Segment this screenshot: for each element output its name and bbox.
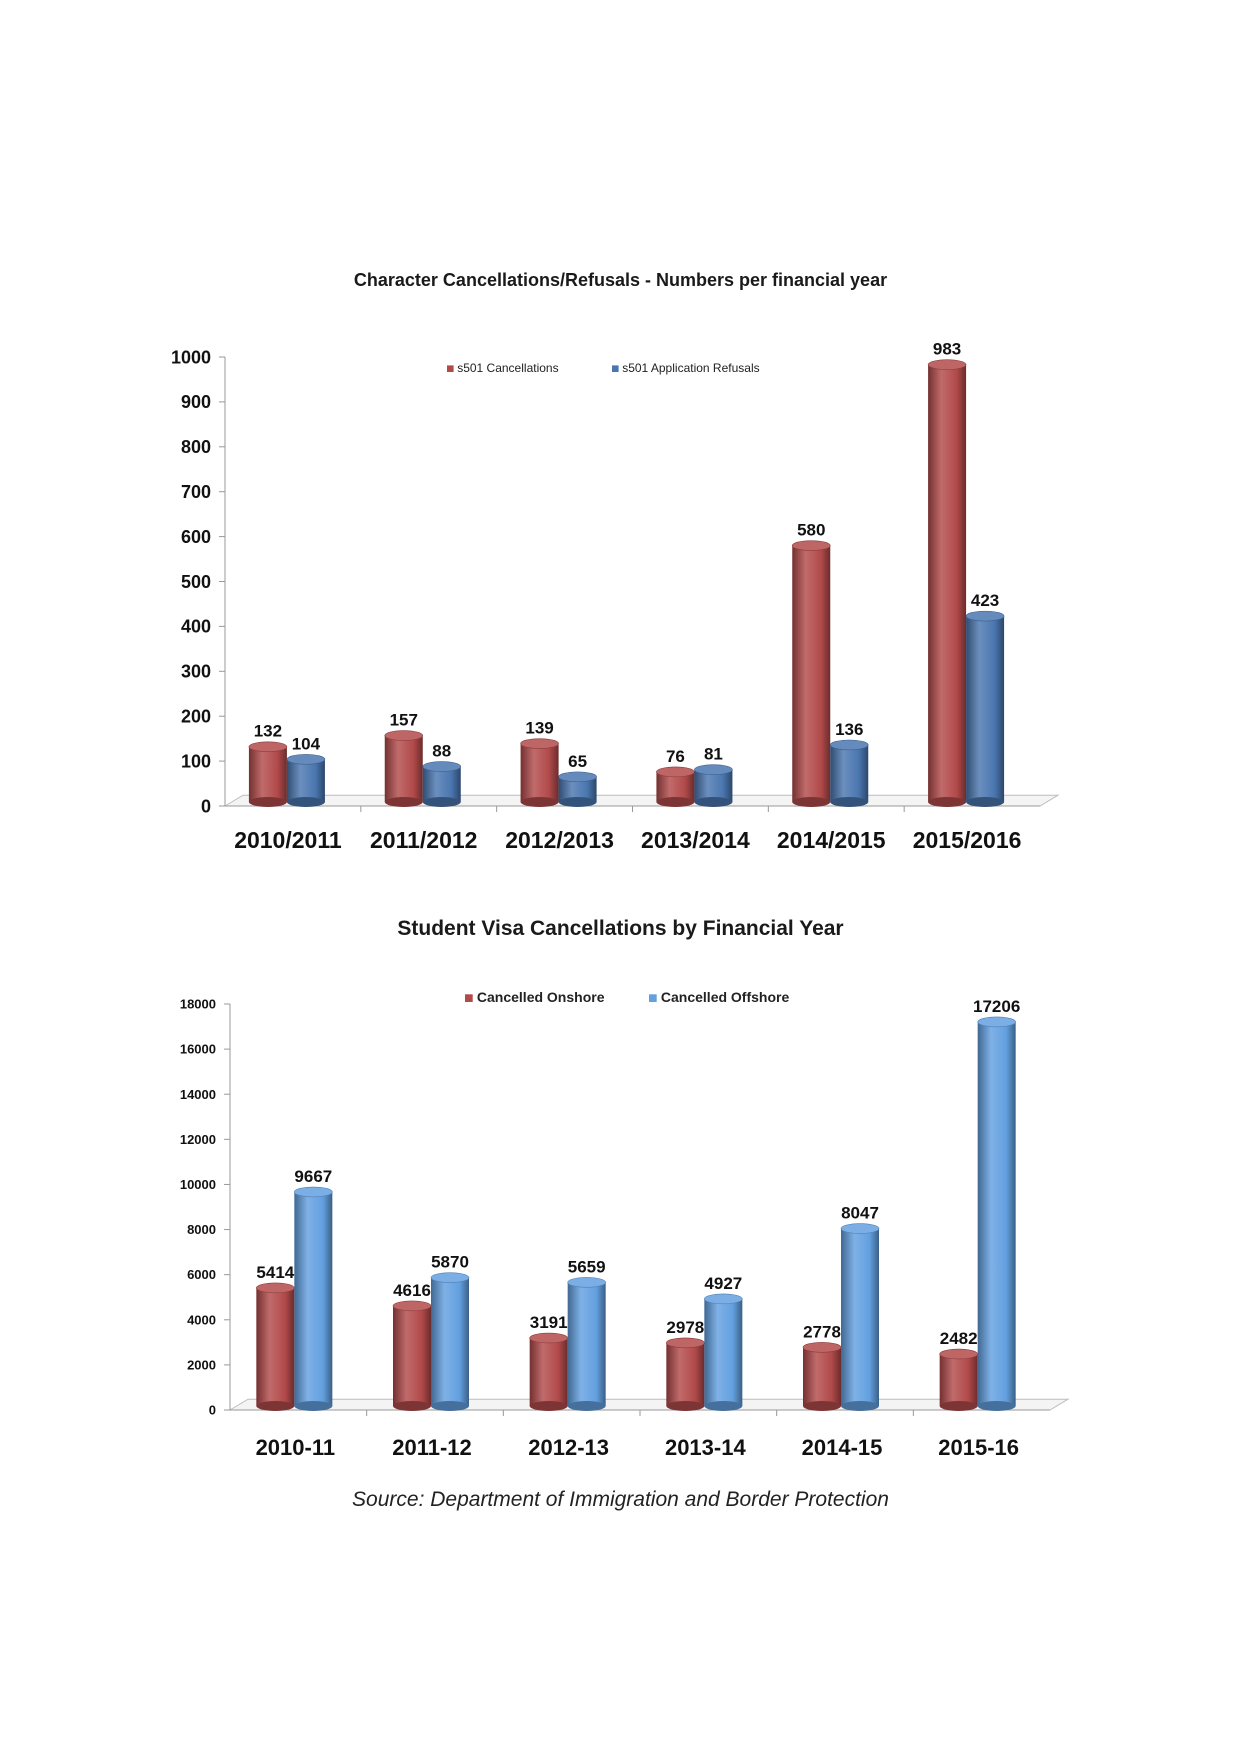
c1-bar bbox=[928, 365, 966, 802]
c2-y-tick-label: 14000 bbox=[179, 1086, 216, 1102]
c2-bar-base bbox=[803, 1401, 841, 1411]
c2-bar bbox=[666, 1343, 704, 1406]
c1-value-label: 132 bbox=[253, 721, 283, 741]
c1-y-tick-label: 500 bbox=[180, 571, 211, 592]
c1-value-label: 104 bbox=[291, 734, 321, 754]
c2-y-tick-label: 0 bbox=[208, 1402, 216, 1418]
c1-value-label: 139 bbox=[525, 718, 554, 738]
source-note: Source: Department of Immigration and Border Protection bbox=[352, 1488, 889, 1511]
c2-category-label: 2012-13 bbox=[528, 1435, 610, 1460]
c1-value-label: 136 bbox=[835, 719, 864, 739]
c1-value-label: 157 bbox=[389, 710, 418, 730]
c1-bar-base bbox=[559, 797, 597, 807]
c2-value-label: 4927 bbox=[704, 1273, 743, 1293]
c1-bar-base bbox=[423, 797, 461, 807]
c1-bar-base bbox=[830, 797, 868, 807]
c1-value-label: 76 bbox=[665, 746, 685, 766]
c2-bar-cap bbox=[431, 1273, 469, 1283]
c1-bar bbox=[385, 736, 423, 802]
c1-y-tick-label: 400 bbox=[180, 616, 211, 637]
c2-category-label: 2014-15 bbox=[801, 1435, 883, 1460]
c1-legend-label: s501 Application Refusals bbox=[622, 361, 760, 375]
c1-category-label: 2012/2013 bbox=[505, 827, 614, 853]
c2-y-tick-label: 16000 bbox=[179, 1041, 216, 1057]
c2-bar bbox=[393, 1306, 431, 1406]
c2-value-label: 5659 bbox=[567, 1257, 606, 1277]
chart-2-title: Student Visa Cancellations by Financial Year bbox=[397, 917, 844, 940]
c2-bar-base bbox=[841, 1401, 879, 1411]
c2-y-tick-label: 18000 bbox=[179, 996, 216, 1012]
c1-bar-cap bbox=[423, 762, 461, 772]
c2-bar bbox=[940, 1354, 978, 1406]
c2-legend-swatch bbox=[465, 994, 473, 1002]
c1-bar bbox=[287, 759, 325, 802]
c2-y-tick-label: 6000 bbox=[187, 1267, 216, 1283]
c1-y-tick-label: 100 bbox=[180, 751, 211, 772]
c1-category-label: 2015/2016 bbox=[912, 827, 1022, 853]
c1-bar-base bbox=[694, 797, 732, 807]
c1-bar-base bbox=[521, 797, 559, 807]
c2-bar bbox=[704, 1299, 742, 1406]
c2-bar-cap bbox=[704, 1294, 742, 1304]
c1-bar-cap bbox=[966, 611, 1004, 621]
c1-bar-cap bbox=[559, 772, 597, 782]
c1-value-label: 983 bbox=[932, 339, 962, 359]
c1-bar-cap bbox=[792, 541, 830, 551]
c2-bar-base bbox=[530, 1401, 568, 1411]
c2-bar-base bbox=[940, 1401, 978, 1411]
c2-bar bbox=[803, 1347, 841, 1406]
c2-category-label: 2011-12 bbox=[392, 1435, 472, 1460]
c2-bar bbox=[431, 1278, 469, 1406]
c1-value-label: 65 bbox=[568, 751, 588, 771]
c2-category-label: 2015-16 bbox=[938, 1435, 1020, 1460]
c1-legend-label: s501 Cancellations bbox=[457, 361, 559, 375]
c1-value-label: 88 bbox=[432, 741, 452, 761]
c1-bar-cap bbox=[521, 739, 559, 749]
c2-bar-base bbox=[704, 1401, 742, 1411]
c1-value-label: 423 bbox=[970, 591, 1000, 611]
c1-value-label: 81 bbox=[703, 744, 723, 764]
c2-bar-base bbox=[294, 1401, 332, 1411]
c2-bar-cap bbox=[294, 1187, 332, 1197]
c1-bar-base bbox=[249, 797, 287, 807]
c1-bar bbox=[830, 745, 868, 802]
c2-bar-cap bbox=[530, 1333, 568, 1343]
c1-bar-cap bbox=[656, 767, 694, 777]
c1-legend-swatch bbox=[612, 365, 619, 372]
c2-y-tick-label: 12000 bbox=[179, 1131, 216, 1147]
chart-1-character-cancellations bbox=[0, 330, 1241, 870]
c1-y-tick-label: 800 bbox=[180, 437, 211, 458]
c1-bar-base bbox=[385, 797, 423, 807]
c1-y-tick-label: 700 bbox=[180, 482, 211, 502]
c2-bar bbox=[530, 1338, 568, 1406]
c2-bar-cap bbox=[393, 1301, 431, 1311]
c2-bar bbox=[294, 1192, 332, 1406]
c1-bar-cap bbox=[830, 740, 868, 750]
c2-bar bbox=[978, 1022, 1016, 1406]
c1-bar-cap bbox=[249, 742, 287, 752]
c2-bar-base bbox=[393, 1401, 431, 1411]
c1-y-tick-label: 0 bbox=[200, 796, 211, 817]
c1-bar bbox=[249, 747, 287, 802]
c1-y-tick-label: 900 bbox=[180, 392, 211, 413]
c2-legend-swatch bbox=[649, 994, 657, 1002]
c1-bar-cap bbox=[385, 731, 423, 741]
c1-bar-cap bbox=[694, 765, 732, 775]
c1-bar-base bbox=[287, 797, 325, 807]
c2-bar-base bbox=[431, 1401, 469, 1411]
c2-bar-cap bbox=[256, 1283, 294, 1293]
c1-bar-base bbox=[928, 797, 966, 807]
c1-y-tick-label: 600 bbox=[180, 526, 211, 547]
c1-bar-cap bbox=[928, 360, 966, 370]
c2-legend-label: Cancelled Onshore bbox=[476, 989, 605, 1005]
c2-bar-cap bbox=[940, 1349, 978, 1359]
c2-value-label: 2978 bbox=[666, 1317, 705, 1337]
c2-bar-cap bbox=[978, 1017, 1016, 1027]
c2-bar bbox=[256, 1288, 294, 1406]
c1-bar-cap bbox=[287, 754, 325, 764]
c2-y-tick-label: 8000 bbox=[187, 1222, 216, 1238]
c1-y-tick-label: 200 bbox=[180, 706, 211, 727]
c2-bar-cap bbox=[803, 1342, 841, 1352]
c1-category-label: 2011/2012 bbox=[370, 827, 478, 853]
c2-bar-base bbox=[978, 1401, 1016, 1411]
c2-bar-base bbox=[666, 1401, 704, 1411]
c1-y-tick-label: 1000 bbox=[170, 347, 211, 368]
c1-bar bbox=[423, 766, 461, 802]
c1-value-label: 580 bbox=[797, 520, 826, 540]
c2-y-tick-label: 10000 bbox=[179, 1176, 216, 1192]
c2-value-label: 17206 bbox=[973, 996, 1021, 1016]
c2-y-tick-label: 2000 bbox=[187, 1357, 216, 1373]
c2-y-tick-label: 4000 bbox=[187, 1312, 216, 1328]
c2-value-label: 8047 bbox=[841, 1203, 879, 1223]
chart-1-title: Character Cancellations/Refusals - Numbers per financial year bbox=[353, 270, 888, 290]
c1-y-tick-label: 300 bbox=[180, 661, 211, 682]
c1-bar bbox=[792, 546, 830, 802]
c2-legend-label: Cancelled Offshore bbox=[660, 989, 790, 1005]
c2-category-label: 2013-14 bbox=[664, 1435, 746, 1460]
c1-legend-swatch bbox=[447, 365, 454, 372]
c1-bar-base bbox=[966, 797, 1004, 807]
c2-bar-cap bbox=[568, 1277, 606, 1287]
c2-bar-cap bbox=[666, 1338, 704, 1348]
c2-value-label: 4616 bbox=[393, 1280, 431, 1300]
c1-category-label: 2010/2011 bbox=[234, 827, 342, 853]
c1-category-label: 2013/2014 bbox=[641, 827, 750, 853]
chart-2-student-visa-cancellations bbox=[0, 980, 1241, 1480]
c2-value-label: 2482 bbox=[939, 1329, 978, 1349]
c1-bar-base bbox=[792, 797, 830, 807]
c1-bar bbox=[521, 744, 559, 802]
c2-value-label: 5870 bbox=[431, 1252, 469, 1272]
c2-bar-base bbox=[256, 1401, 294, 1411]
c2-value-label: 2778 bbox=[803, 1322, 841, 1342]
c1-bar-base bbox=[656, 797, 694, 807]
c1-bar bbox=[966, 616, 1004, 802]
c2-bar-base bbox=[568, 1401, 606, 1411]
c2-bar bbox=[568, 1282, 606, 1406]
c2-bar-cap bbox=[841, 1224, 879, 1234]
c2-value-label: 9667 bbox=[294, 1166, 333, 1186]
c2-value-label: 3191 bbox=[529, 1313, 568, 1333]
c2-category-label: 2010-11 bbox=[255, 1435, 336, 1460]
c2-value-label: 5414 bbox=[256, 1262, 295, 1282]
c2-bar bbox=[841, 1228, 879, 1406]
c1-category-label: 2014/2015 bbox=[776, 827, 886, 853]
